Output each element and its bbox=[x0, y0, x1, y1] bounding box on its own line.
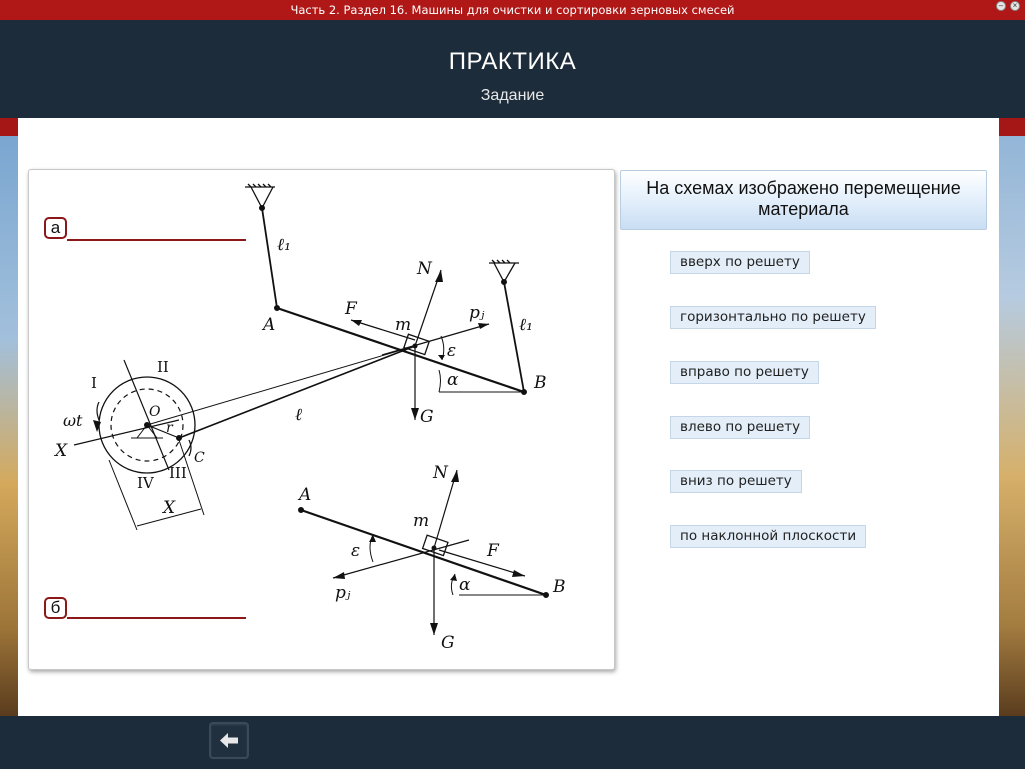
question-box bbox=[620, 170, 987, 230]
label-C: C bbox=[194, 450, 205, 466]
label-B-a: B bbox=[534, 373, 547, 393]
suspension-left bbox=[245, 184, 277, 308]
label-l: ℓ bbox=[295, 405, 303, 425]
answer-slot-a[interactable] bbox=[67, 239, 246, 241]
label-X-left: X bbox=[55, 441, 68, 461]
label-N-a: N bbox=[417, 259, 432, 279]
option-inclined[interactable]: по наклонной плоскости bbox=[670, 525, 866, 548]
diagram-panel bbox=[28, 169, 615, 670]
page-title: ПРАКТИКА bbox=[448, 48, 577, 75]
option-down[interactable]: вниз по решету bbox=[670, 470, 802, 493]
arrow-left-icon bbox=[211, 724, 247, 757]
question-text: На схемах изображено перемещение материала bbox=[646, 178, 961, 219]
label-A-a: A bbox=[263, 315, 276, 335]
label-alpha-a: α bbox=[447, 370, 459, 390]
label-omega: ωt bbox=[63, 411, 83, 430]
close-icon[interactable]: × bbox=[1010, 1, 1020, 11]
option-up[interactable]: вверх по решету bbox=[670, 251, 810, 274]
page-header bbox=[0, 20, 1025, 118]
label-F-b: F bbox=[487, 541, 499, 561]
label-F-a: F bbox=[345, 299, 357, 319]
label-r: r bbox=[166, 420, 173, 436]
label-G-a: G bbox=[420, 407, 434, 427]
option-horizontal[interactable]: горизонтально по решету bbox=[670, 306, 876, 329]
window-title-bar bbox=[0, 0, 1025, 20]
option-left[interactable]: влево по решету bbox=[670, 416, 810, 439]
minimize-icon[interactable]: – bbox=[996, 1, 1006, 11]
label-eps-b: ε bbox=[351, 541, 361, 561]
label-zone-I: I bbox=[91, 374, 97, 392]
label-eps-a: ε bbox=[447, 341, 457, 361]
answer-slot-b[interactable] bbox=[67, 617, 246, 619]
label-O: O bbox=[149, 404, 161, 420]
footer-bar bbox=[0, 716, 1025, 769]
label-pj-b: pⱼ bbox=[335, 583, 351, 603]
label-zone-III: III bbox=[169, 464, 187, 482]
option-right[interactable]: вправо по решету bbox=[670, 361, 819, 384]
window-title: Часть 2. Раздел 16. Машины для очистки и сортировки зерновых смесей bbox=[290, 3, 735, 17]
label-zone-IV: IV bbox=[137, 474, 154, 492]
label-l1-left: ℓ₁ bbox=[277, 235, 291, 255]
mechanics-diagram bbox=[29, 170, 616, 671]
label-pj-a: pⱼ bbox=[469, 303, 485, 323]
label-m-a: m bbox=[395, 315, 412, 335]
label-m-b: m bbox=[413, 511, 430, 531]
label-G-b: G bbox=[441, 633, 455, 653]
label-zone-II: II bbox=[157, 358, 169, 376]
slot-label-b: б bbox=[44, 597, 67, 619]
label-X-bottom: X bbox=[163, 498, 176, 518]
page-subtitle: Задание bbox=[480, 87, 545, 104]
label-N-b: N bbox=[433, 463, 448, 483]
label-alpha-b: α bbox=[459, 575, 471, 595]
label-A-b: A bbox=[299, 485, 312, 505]
label-l1-right: ℓ₁ bbox=[519, 315, 533, 335]
label-B-b: B bbox=[553, 577, 566, 597]
slot-label-a: а bbox=[44, 217, 67, 239]
background-left-edge bbox=[0, 136, 18, 716]
background-right-edge bbox=[999, 118, 1025, 716]
back-button[interactable] bbox=[209, 722, 249, 759]
